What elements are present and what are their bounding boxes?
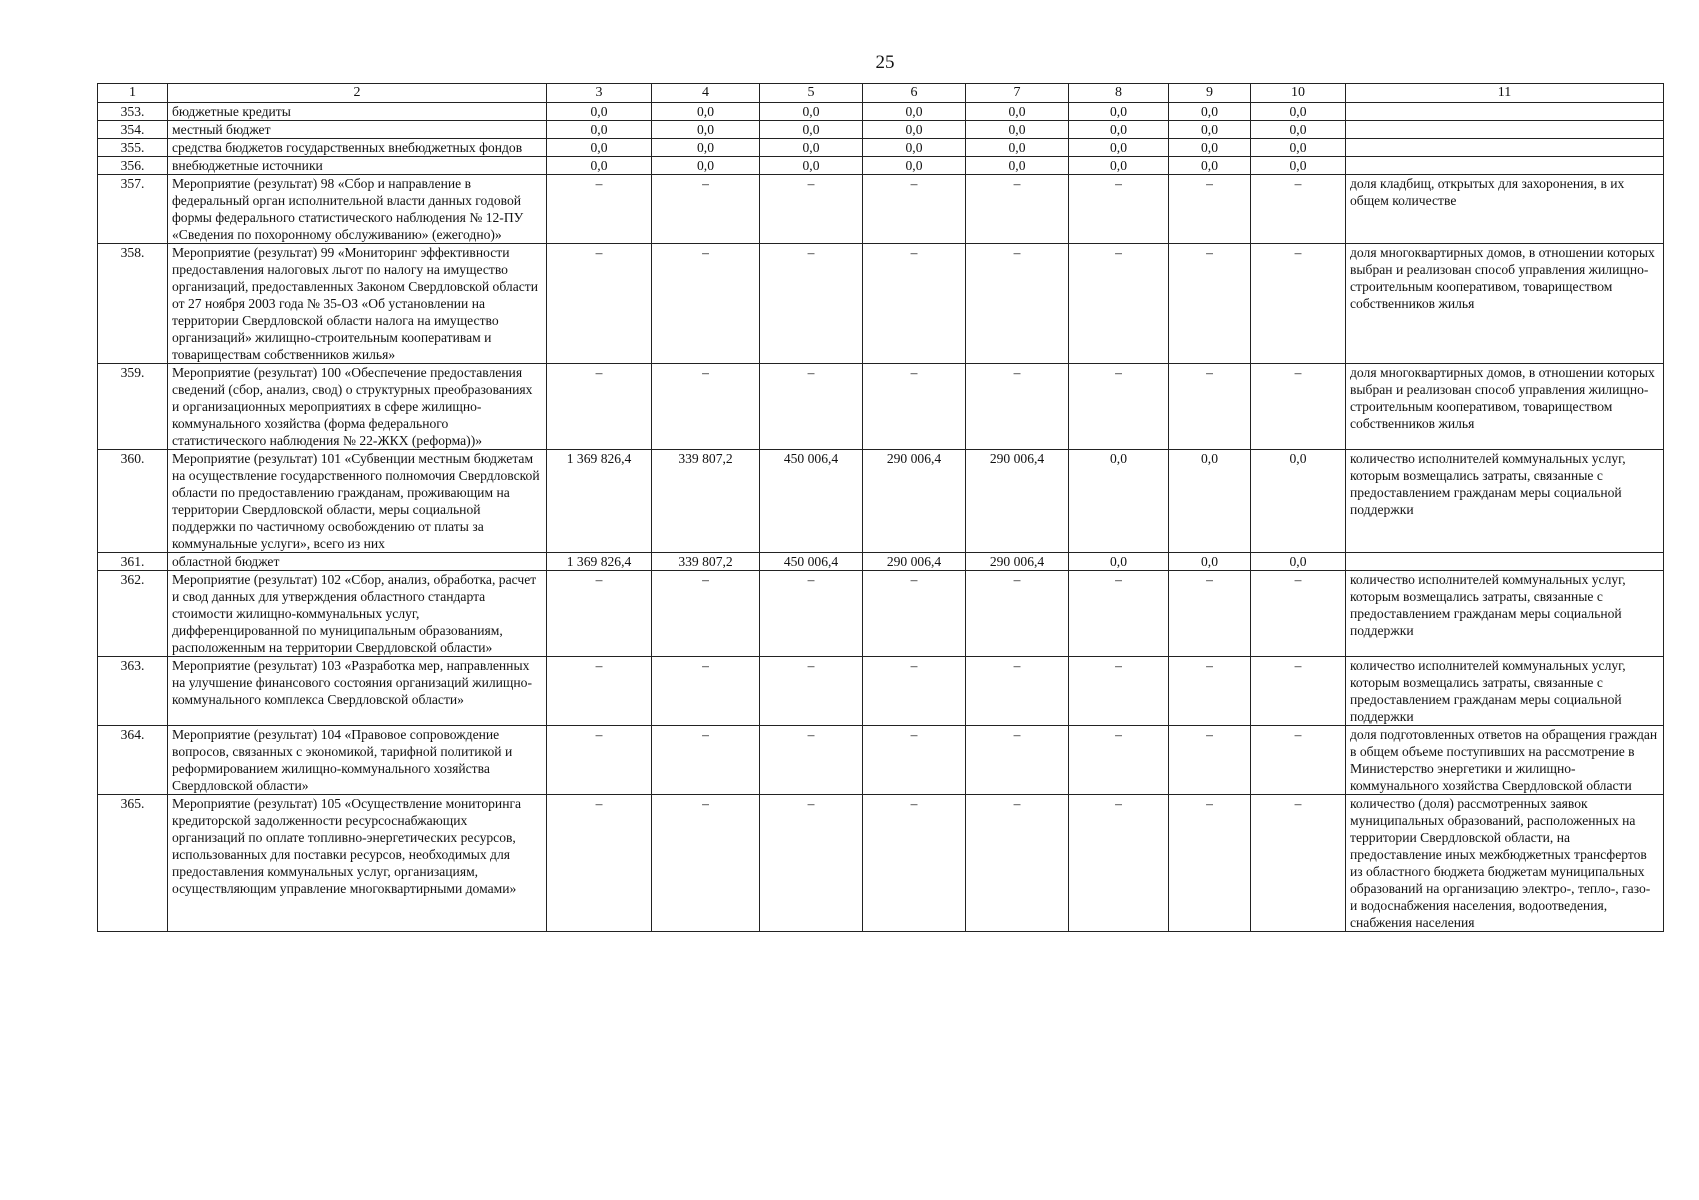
row-name: Мероприятие (результат) 102 «Сбор, анализ, обработка, расчет и свод данных для утверждения областного стандарта стоимости жилищно-коммунальных услуг, дифференцированной по муниципальным образованиям, расположенным на территории Свердловской области» [168, 571, 547, 657]
table-row [98, 795, 1664, 932]
row-number: 360. [98, 450, 168, 553]
value-cell: – [760, 175, 863, 244]
value-cell: 0,0 [1069, 553, 1169, 571]
value-cell: 0,0 [1069, 121, 1169, 139]
table-row [98, 571, 1664, 657]
column-header: 6 [863, 84, 966, 103]
value-cell: 0,0 [863, 139, 966, 157]
value-cell: 1 369 826,4 [547, 450, 652, 553]
indicator-cell: количество исполнителей коммунальных услуг, которым возмещались затраты, связанные с предоставлением гражданам меры социальной поддержки [1346, 657, 1664, 726]
value-cell: – [1169, 726, 1251, 795]
value-cell: – [652, 726, 760, 795]
table-row [98, 450, 1664, 553]
indicator-cell: количество (доля) рассмотренных заявок муниципальных образований, расположенных на территории Свердловской области, на предоставление иных межбюджетных трансфертов из областного бюджета бюджетам муниципальных образований на организацию электро-, тепло-, газо- и водоснабжения населения, водоотведения, снабжения населения [1346, 795, 1664, 932]
value-cell: – [1169, 571, 1251, 657]
table-body [98, 103, 1664, 932]
value-cell: – [863, 657, 966, 726]
table-row [98, 139, 1664, 157]
value-cell: 0,0 [863, 121, 966, 139]
row-number: 364. [98, 726, 168, 795]
value-cell: 0,0 [863, 157, 966, 175]
value-cell: 290 006,4 [966, 450, 1069, 553]
table-row [98, 726, 1664, 795]
value-cell: – [863, 175, 966, 244]
value-cell: – [547, 571, 652, 657]
value-cell: 339 807,2 [652, 553, 760, 571]
table-row [98, 103, 1664, 121]
value-cell: 0,0 [1251, 121, 1346, 139]
value-cell: – [652, 364, 760, 450]
value-cell: 0,0 [966, 103, 1069, 121]
value-cell: 0,0 [863, 103, 966, 121]
value-cell: – [1251, 364, 1346, 450]
value-cell: – [652, 795, 760, 932]
value-cell: 0,0 [547, 139, 652, 157]
value-cell: – [863, 795, 966, 932]
value-cell: – [863, 364, 966, 450]
row-number: 353. [98, 103, 168, 121]
column-header: 4 [652, 84, 760, 103]
value-cell: 0,0 [547, 157, 652, 175]
indicator-cell: доля многоквартирных домов, в отношении которых выбран и реализован способ управления жилищно-строительным кооперативом, товариществом собственников жилья [1346, 244, 1664, 364]
row-number: 358. [98, 244, 168, 364]
row-name: Мероприятие (результат) 104 «Правовое сопровождение вопросов, связанных с экономикой, тарифной политикой и реформированием жилищно-коммунального хозяйства Свердловской области» [168, 726, 547, 795]
indicator-cell [1346, 103, 1664, 121]
value-cell: 0,0 [966, 121, 1069, 139]
value-cell: 290 006,4 [863, 450, 966, 553]
value-cell: 0,0 [1251, 553, 1346, 571]
value-cell: 0,0 [1169, 450, 1251, 553]
row-name: бюджетные кредиты [168, 103, 547, 121]
row-number: 354. [98, 121, 168, 139]
row-name: Мероприятие (результат) 105 «Осуществление мониторинга кредиторской задолженности ресурсоснабжающих организаций по оплате топливно-энергетических ресурсов, использованных для поставки ресурсов, необходимых для предоставления коммунальных услуг, организациям, осуществляющим управление многоквартирными домами» [168, 795, 547, 932]
column-header: 9 [1169, 84, 1251, 103]
value-cell: 0,0 [652, 121, 760, 139]
page-number: 25 [875, 52, 895, 73]
value-cell: 0,0 [1251, 157, 1346, 175]
column-header: 10 [1251, 84, 1346, 103]
row-number: 365. [98, 795, 168, 932]
value-cell: – [760, 244, 863, 364]
value-cell: 0,0 [760, 103, 863, 121]
row-number: 362. [98, 571, 168, 657]
value-cell: 0,0 [547, 121, 652, 139]
header-row [98, 84, 1664, 103]
value-cell: – [1069, 657, 1169, 726]
indicator-cell [1346, 139, 1664, 157]
value-cell: – [547, 795, 652, 932]
table-row [98, 657, 1664, 726]
row-name: областной бюджет [168, 553, 547, 571]
row-name: средства бюджетов государственных внебюджетных фондов [168, 139, 547, 157]
value-cell: – [760, 795, 863, 932]
value-cell: 0,0 [1169, 553, 1251, 571]
row-number: 361. [98, 553, 168, 571]
value-cell: 0,0 [966, 139, 1069, 157]
value-cell: – [1251, 795, 1346, 932]
value-cell: – [1069, 795, 1169, 932]
row-name: Мероприятие (результат) 100 «Обеспечение предоставления сведений (сбор, анализ, свод) о структурных преобразованиях и организационных мероприятиях в сфере жилищно-коммунального хозяйства (форма федерального статистического наблюдения № 22-ЖКХ (реформа))» [168, 364, 547, 450]
value-cell: 0,0 [1169, 103, 1251, 121]
value-cell: – [760, 364, 863, 450]
value-cell: – [547, 244, 652, 364]
row-number: 363. [98, 657, 168, 726]
row-name: местный бюджет [168, 121, 547, 139]
indicator-cell: доля многоквартирных домов, в отношении которых выбран и реализован способ управления жилищно-строительным кооперативом, товариществом собственников жилья [1346, 364, 1664, 450]
row-name: Мероприятие (результат) 98 «Сбор и направление в федеральный орган исполнительной власти данных годовой формы федерального статистического наблюдения № 12-ПУ «Сведения по похоронному обслуживанию» (ежегодно)» [168, 175, 547, 244]
indicator-cell: доля кладбищ, открытых для захоронения, в их общем количестве [1346, 175, 1664, 244]
value-cell: 339 807,2 [652, 450, 760, 553]
value-cell: 0,0 [1069, 103, 1169, 121]
value-cell: 0,0 [1069, 157, 1169, 175]
row-name: Мероприятие (результат) 103 «Разработка мер, направленных на улучшение финансового состояния организаций жилищно-коммунального комплекса Свердловской области» [168, 657, 547, 726]
value-cell: – [863, 726, 966, 795]
value-cell: – [1251, 657, 1346, 726]
value-cell: – [652, 657, 760, 726]
value-cell: 290 006,4 [863, 553, 966, 571]
value-cell: 1 369 826,4 [547, 553, 652, 571]
value-cell: 450 006,4 [760, 553, 863, 571]
value-cell: 290 006,4 [966, 553, 1069, 571]
column-header: 2 [168, 84, 547, 103]
value-cell: – [1169, 364, 1251, 450]
value-cell: – [1169, 175, 1251, 244]
row-number: 357. [98, 175, 168, 244]
value-cell: 0,0 [652, 157, 760, 175]
value-cell: – [760, 657, 863, 726]
indicator-cell [1346, 121, 1664, 139]
value-cell: 0,0 [1169, 157, 1251, 175]
value-cell: – [966, 657, 1069, 726]
value-cell: – [1069, 175, 1169, 244]
value-cell: 0,0 [1169, 121, 1251, 139]
budget-table [97, 83, 1664, 932]
value-cell: – [1251, 571, 1346, 657]
value-cell: 0,0 [760, 157, 863, 175]
value-cell: 0,0 [1251, 139, 1346, 157]
value-cell: – [863, 571, 966, 657]
value-cell: – [863, 244, 966, 364]
value-cell: 0,0 [547, 103, 652, 121]
table-row [98, 175, 1664, 244]
row-name: Мероприятие (результат) 99 «Мониторинг эффективности предоставления налоговых льгот по налогу на имущество организаций, предоставленных Законом Свердловской области от 27 ноября 2003 года № 35-ОЗ «Об установлении на территории Свердловской области налога на имущество организаций» жилищно-строительным кооперативам и товариществам собственников жилья» [168, 244, 547, 364]
value-cell: 0,0 [1169, 139, 1251, 157]
value-cell: – [547, 726, 652, 795]
column-header: 11 [1346, 84, 1664, 103]
value-cell: – [547, 657, 652, 726]
value-cell: 0,0 [1069, 450, 1169, 553]
value-cell: – [1251, 726, 1346, 795]
value-cell: – [966, 364, 1069, 450]
value-cell: – [1069, 244, 1169, 364]
indicator-cell: количество исполнителей коммунальных услуг, которым возмещались затраты, связанные с предоставлением гражданам меры социальной поддержки [1346, 571, 1664, 657]
table-row [98, 244, 1664, 364]
indicator-cell [1346, 157, 1664, 175]
value-cell: – [966, 175, 1069, 244]
row-name: Мероприятие (результат) 101 «Субвенции местным бюджетам на осуществление государственного полномочия Свердловской области по предоставлению гражданам, проживающим на территории Свердловской области, меры социальной поддержки по частичному освобождению от платы за коммунальные услуги», всего из них [168, 450, 547, 553]
indicator-cell: доля подготовленных ответов на обращения граждан в общем объеме поступивших на рассмотрение в Министерство энергетики и жилищно-коммунального хозяйства Свердловской области [1346, 726, 1664, 795]
value-cell: – [966, 726, 1069, 795]
value-cell: 0,0 [652, 139, 760, 157]
value-cell: – [1251, 244, 1346, 364]
value-cell: 0,0 [652, 103, 760, 121]
value-cell: – [1169, 657, 1251, 726]
table-row [98, 364, 1664, 450]
value-cell: – [966, 571, 1069, 657]
table-row [98, 157, 1664, 175]
row-number: 356. [98, 157, 168, 175]
value-cell: – [652, 244, 760, 364]
column-header: 7 [966, 84, 1069, 103]
value-cell: – [652, 571, 760, 657]
value-cell: – [547, 364, 652, 450]
value-cell: – [1169, 244, 1251, 364]
value-cell: 0,0 [1251, 103, 1346, 121]
column-header: 1 [98, 84, 168, 103]
indicator-cell [1346, 553, 1664, 571]
value-cell: 0,0 [1069, 139, 1169, 157]
table-row [98, 553, 1664, 571]
value-cell: – [966, 244, 1069, 364]
column-header: 8 [1069, 84, 1169, 103]
value-cell: – [652, 175, 760, 244]
row-name: внебюджетные источники [168, 157, 547, 175]
value-cell: – [760, 726, 863, 795]
column-header: 5 [760, 84, 863, 103]
value-cell: 450 006,4 [760, 450, 863, 553]
value-cell: – [547, 175, 652, 244]
value-cell: – [760, 571, 863, 657]
indicator-cell: количество исполнителей коммунальных услуг, которым возмещались затраты, связанные с предоставлением гражданам меры социальной поддержки [1346, 450, 1664, 553]
value-cell: – [1169, 795, 1251, 932]
value-cell: 0,0 [760, 139, 863, 157]
table-row [98, 121, 1664, 139]
value-cell: 0,0 [1251, 450, 1346, 553]
column-header: 3 [547, 84, 652, 103]
value-cell: – [1251, 175, 1346, 244]
row-number: 359. [98, 364, 168, 450]
value-cell: – [1069, 571, 1169, 657]
value-cell: – [1069, 726, 1169, 795]
value-cell: – [966, 795, 1069, 932]
value-cell: 0,0 [760, 121, 863, 139]
value-cell: 0,0 [966, 157, 1069, 175]
value-cell: – [1069, 364, 1169, 450]
row-number: 355. [98, 139, 168, 157]
